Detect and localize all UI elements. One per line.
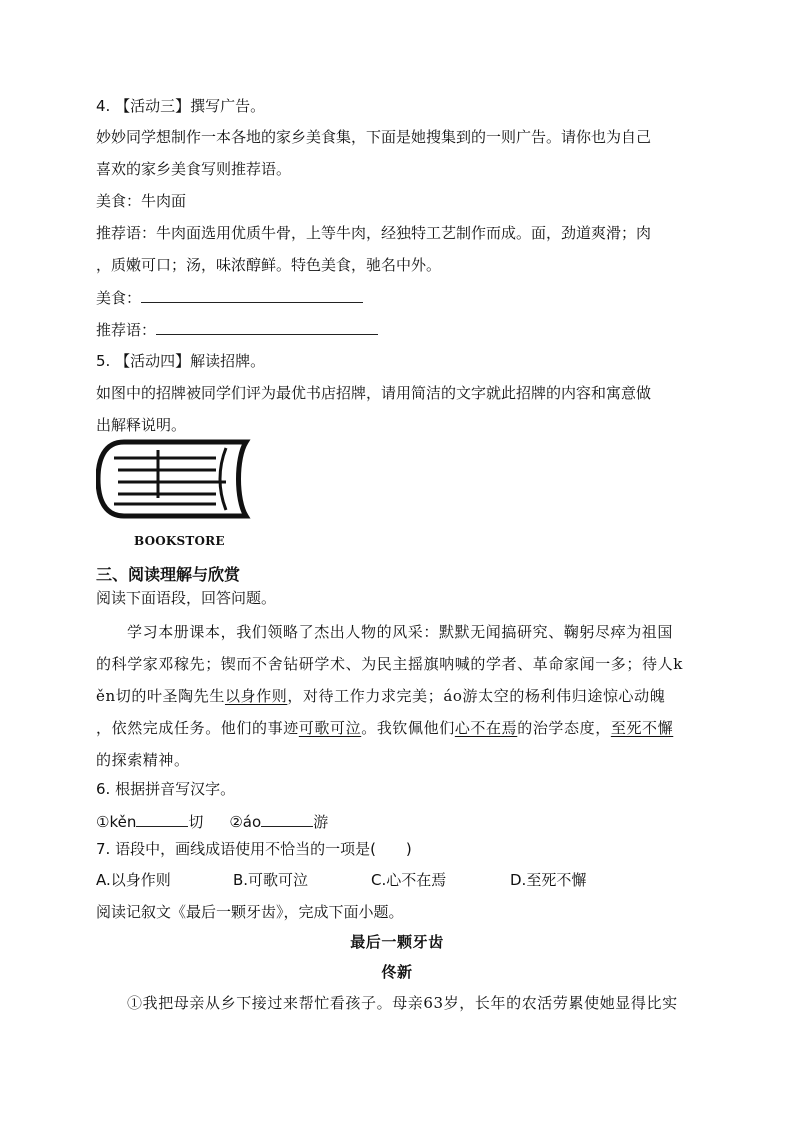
q6-items (96, 810, 328, 833)
q4-rec-line2: ，质嫩可口；汤，味浓醇鲜。特色美食，驰名中外。 (96, 256, 442, 274)
passage-text: áo游太空的杨利伟归途惊心动魄 (443, 687, 666, 705)
underlined-idiom: 以身作则 (224, 687, 288, 705)
q7-options (96, 869, 586, 891)
passage-text: ，对待工作力求完美； (287, 687, 444, 705)
answer-blank-rec[interactable] (156, 318, 378, 335)
q4-intro-line2: 喜欢的家乡美食写则推荐语。 (96, 160, 292, 178)
passage-text: ，依然完成任务。他们的事迹 (96, 719, 299, 737)
q7-option-d[interactable]: D.至死不懈 (510, 871, 587, 889)
q4-rec-line1: 推荐语：牛肉面选用优质牛骨，上等牛肉，经独特工艺制作而成。面，劲道爽滑；肉 (96, 224, 652, 242)
q5-line1: 如图中的招牌被同学们评为最优书店招牌，请用简洁的文字就此招牌的内容和寓意做 (96, 384, 652, 402)
passage-text: 。我钦佩他们 (361, 719, 455, 737)
q5-heading: 5. 【活动四】解读招牌。 (96, 352, 266, 370)
reading-para1: ①我把母亲从乡下接过来帮忙看孩子。母亲63岁，长年的农活劳累使她显得比实 (127, 994, 678, 1012)
passage-text: ěn切的叶圣陶先生 (96, 687, 225, 705)
q7-option-c[interactable]: C.心不在焉 (371, 871, 447, 889)
answer-blank-ken[interactable] (136, 810, 188, 827)
answer-blank-food[interactable] (141, 286, 363, 303)
blank-food-label: 美食： (96, 289, 142, 307)
q5-line2: 出解释说明。 (96, 416, 187, 434)
blank-rec-label: 推荐语： (96, 321, 157, 339)
q7-option-a[interactable]: A.以身作则 (96, 871, 171, 889)
bookstore-logo-icon (96, 438, 256, 520)
reading-author: 佟新 (381, 963, 413, 981)
passage-line1: 学习本册课本，我们领略了杰出人物的风采：默默无闻搞研究、鞠躬尽瘁为祖国 (127, 623, 674, 641)
reading-instruction: 阅读记叙文《最后一颗牙齿》，完成下面小题。 (96, 903, 404, 921)
q4-food-line: 美食：牛肉面 (96, 192, 187, 210)
q6-item2-prefix: ②áo (229, 813, 262, 831)
passage-line4 (96, 717, 673, 739)
section3-instruction: 阅读下面语段，回答问题。 (96, 589, 277, 607)
passage-text: 的治学态度， (517, 719, 611, 737)
bookstore-logo-text: BOOKSTORE (134, 534, 225, 548)
q6-heading: 6. 根据拼音写汉字。 (96, 780, 236, 798)
q4-intro-line1: 妙妙同学想制作一本各地的家乡美食集，下面是她搜集到的一则广告。请你也为自己 (96, 128, 652, 146)
q7-heading: 7. 语段中，画线成语使用不恰当的一项是( ) (96, 840, 412, 858)
section3-title: 三、阅读理解与欣赏 (96, 565, 241, 584)
reading-title: 最后一颗牙齿 (350, 933, 444, 951)
q6-item2-suffix: 游 (313, 813, 329, 831)
underlined-idiom: 心不在焉 (454, 719, 518, 737)
underlined-idiom: 至死不懈 (610, 719, 674, 737)
q4-blank-food (96, 286, 363, 309)
q6-item1-prefix: ①kěn (96, 813, 137, 831)
answer-blank-ao[interactable] (261, 810, 313, 827)
passage-line2: 的科学家邓稼先；锲而不舍钻研学术、为民主摇旗呐喊的学者、革命家闻一多；待人k (96, 655, 683, 673)
q6-item1-suffix: 切 (188, 813, 204, 831)
q7-option-b[interactable]: B.可歌可泣 (233, 871, 309, 889)
underlined-idiom: 可歌可泣 (298, 719, 362, 737)
q4-blank-rec (96, 318, 378, 341)
passage-line3 (96, 685, 665, 707)
passage-line5: 的探索精神。 (96, 751, 190, 769)
q4-heading: 4. 【活动三】撰写广告。 (96, 97, 266, 115)
